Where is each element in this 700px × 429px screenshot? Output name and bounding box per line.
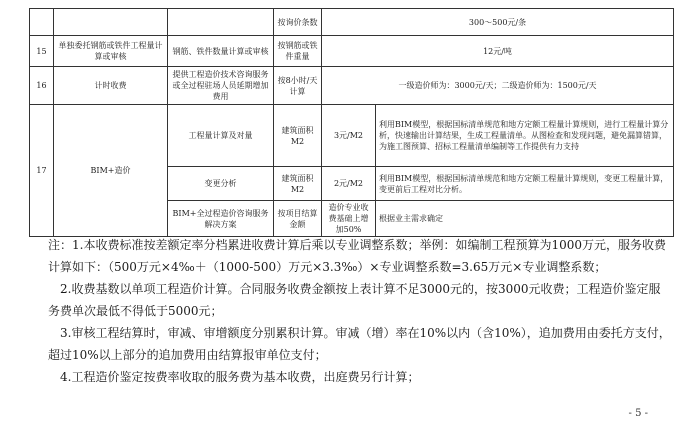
page-number: - 5 - [628, 408, 648, 419]
table-row [30, 67, 674, 105]
cell-rate: 300～500元/条 [322, 9, 674, 36]
cell-content: BIM+全过程造价咨询服务解决方案 [168, 201, 274, 237]
cell-basis: 按钢筋或铁件重量 [274, 36, 322, 67]
cell-item: BIM+造价 [54, 105, 168, 237]
cell-no: 16 [30, 67, 54, 105]
note-1: 注：1.本收费标准按差额定率分档累进收费计算后乘以专业调整系数；举例：如编制工程预算为1000万元，服务收费计算如下：（500万元×4‰＋（1000-500）万元×3.3‰）×专业调整系数=3.65万元×专业调整系数； [48, 238, 666, 274]
table-row [30, 9, 674, 36]
cell-basis: 按项目结算金额 [274, 201, 322, 237]
cell-rate: 造价专业收费基础上增加50% [322, 201, 376, 237]
cell-content: 工程量计算及对量 [168, 105, 274, 167]
cell-no [30, 9, 54, 36]
fee-table [29, 8, 674, 237]
cell-content: 提供工程造价技术咨询服务或全过程驻场人员延期增加费用 [168, 67, 274, 105]
cell-basis: 建筑面积M2 [274, 167, 322, 201]
cell-basis: 按8小时/天计算 [274, 67, 322, 105]
cell-content: 变更分析 [168, 167, 274, 201]
cell-item: 单独委托钢筋或铁件工程量计算或审核 [54, 36, 168, 67]
cell-no: 15 [30, 36, 54, 67]
cell-basis: 建筑面积M2 [274, 105, 322, 167]
cell-content: 钢筋、铁件数量计算或审核 [168, 36, 274, 67]
notes [48, 234, 672, 388]
cell-content [168, 9, 274, 36]
cell-item [54, 9, 168, 36]
note-3: 3.审核工程结算时，审减、审增额度分别累积计算。审减（增）率在10%以内（含10%），追加费用由委托方支付，超过10%以上部分的追加费用由结算报审单位支付； [48, 326, 671, 362]
cell-remark: 根据业主需求确定 [376, 201, 674, 237]
cell-rate: 一级造价师为：3000元/天；二级造价师为：1500元/天 [322, 67, 674, 105]
cell-remark: 利用BIM模型，根据国标清单规范和地方定额工程量计算规则，进行工程量计算分析，快速输出计算结果，生成工程量清单。从图检查和发现问题，避免漏算错算，为施工图预算、招标工程量清单编制等工作提供有力支持 [376, 105, 674, 167]
cell-rate: 12元/吨 [322, 36, 674, 67]
cell-remark: 利用BIM模型，根据国标清单规范和地方定额工程量计算规则，变更工程量计算，变更前后工程对比分析。 [376, 167, 674, 201]
cell-rate: 2元/M2 [322, 167, 376, 201]
cell-item: 计时收费 [54, 67, 168, 105]
note-4: 4.工程造价鉴定按费率收取的服务费为基本收费，出庭费另行计算； [60, 370, 420, 384]
note-2: 2.收费基数以单项工程造价计算。合同服务收费金额按上表计算不足3000元的，按3000元收费；工程造价鉴定服务费单次最低不得低于5000元； [48, 282, 661, 318]
table-row [30, 36, 674, 67]
cell-rate: 3元/M2 [322, 105, 376, 167]
cell-no: 17 [30, 105, 54, 237]
cell-basis: 按询价条数 [274, 9, 322, 36]
table-row [30, 105, 674, 167]
